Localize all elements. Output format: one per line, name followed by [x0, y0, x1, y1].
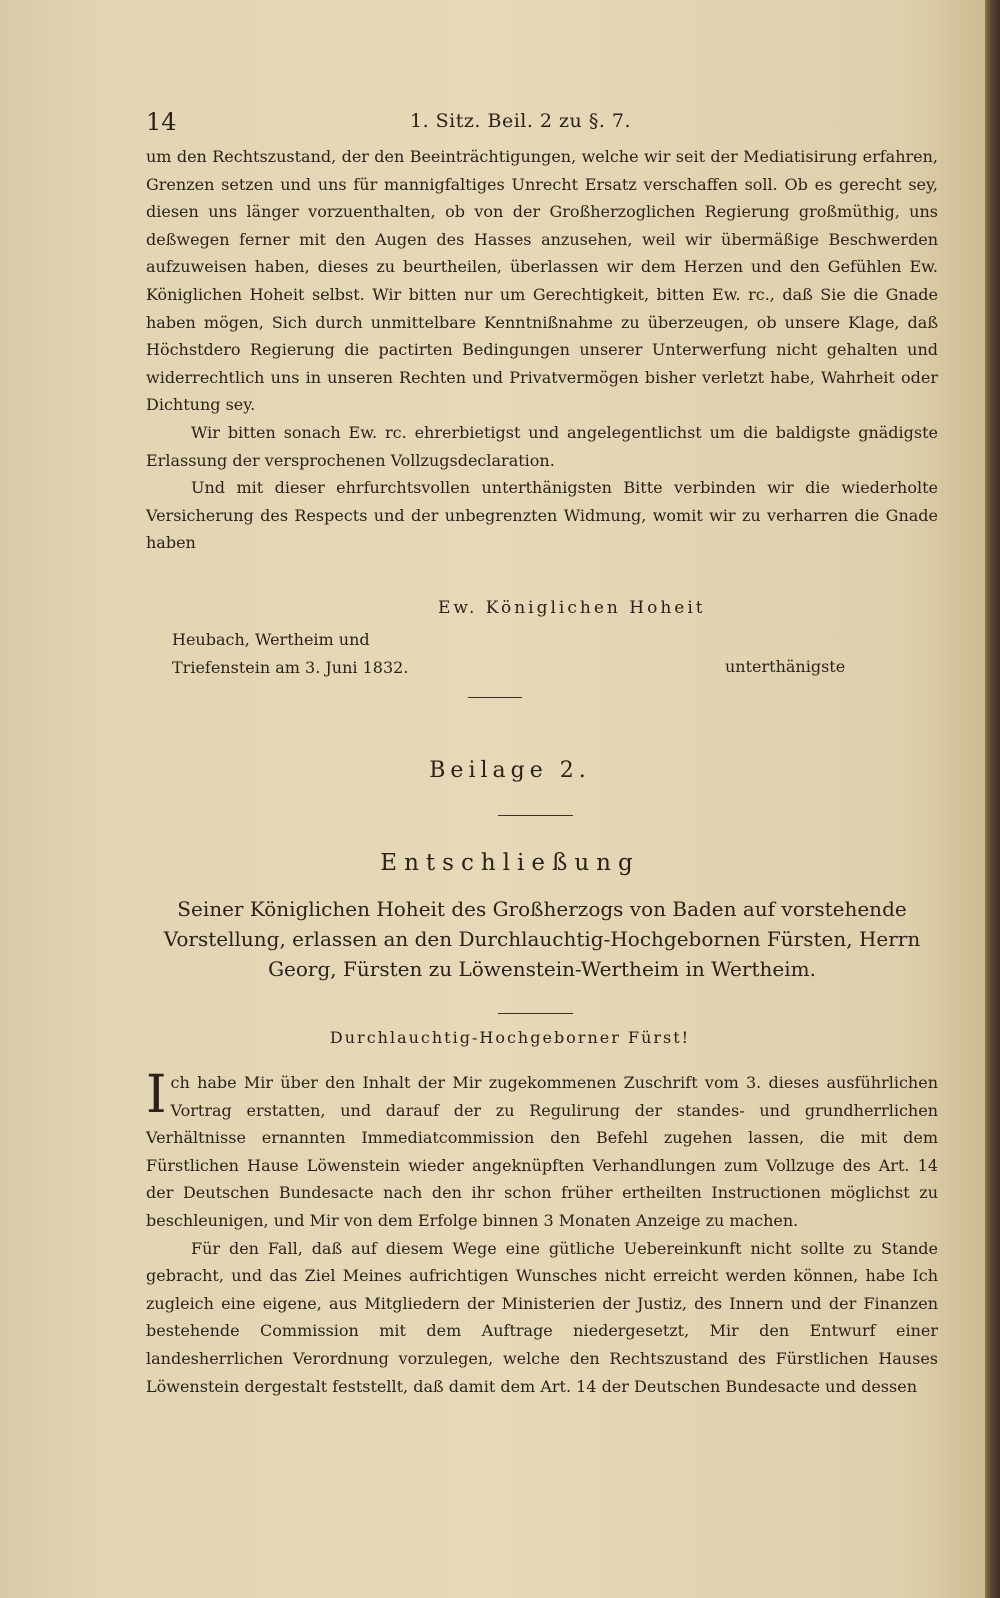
- decree-paragraph-2: Für den Fall, daß auf diesem Wege eine gütliche Uebereinkunft nicht sollte zu Stande gebracht, und das Ziel Meines aufrichtigen Wunsches nicht erreicht werden können, habe Ich zugleich eine eigene, aus Mitgliedern der Ministerien der Justiz, des Innern und der Finanzen bestehende Commission mit dem Auftrage niedergesetzt, Mir den Entwurf einer landesherrlichen Verordnung vorzulegen, welche den Rechtszustand des Fürstlichen Hauses Löwenstein dergestalt feststellt, daß damit dem Art. 14 der Deutschen Bundesacte und dessen: [146, 1238, 938, 1396]
- heading-divider: [498, 1013, 573, 1014]
- place-line-1: Heubach, Wertheim und: [172, 630, 370, 649]
- section-divider: [468, 697, 522, 698]
- decree-paragraph-1: [146, 1065, 938, 1235]
- decree-paragraph-1-text: ch habe Mir über den Inhalt der Mir zugekommenen Zuschrift vom 3. dieses ausführlichen Vortrag erstatten, und darauf der zu Regulirung der standes- und grundherrlichen Verhältnisse ernannten Immediatcommission den Befehl zugehen lassen, die mit dem Fürstlichen Hause Löwenstein wieder angeknüpften Verhandlungen zum Vollzuge des Art. 14 der Deutschen Bundesacte nach den ihr schon früher ertheilten Instructionen möglichst zu beschleunigen, und Mir von dem Erfolge binnen 3 Monaten Anzeige zu machen.: [146, 1073, 938, 1230]
- beilage-label: Beilage 2.: [429, 758, 591, 783]
- salutation: Durchlauchtig-Hochgeborner Fürst!: [329, 1028, 691, 1047]
- letter-paragraph-3: Und mit dieser ehrfurchtsvollen unterthänigsten Bitte verbinden wir die wiederholte Versicherung des Respects und der unbegrenzten Widmung, womit wir zu verharren die Gnade haben: [146, 478, 938, 553]
- beilage-divider: [498, 815, 573, 816]
- running-title: 1. Sitz. Beil. 2 zu §. 7.: [410, 110, 632, 132]
- letter-paragraph-1: um den Rechtszustand, der den Beeinträchtigungen, welche wir seit der Mediatisirung erfahren, Grenzen setzen und uns für mannigfaltiges Unrecht Ersatz verschaffen soll. Ob es gerecht sey, diesen uns länger vorzuenthalten, ob von der Großherzoglichen Regierung großmüthig, uns deßwegen ferner mit den Augen des Hasses anzusehen, weil wir übermäßige Beschwerden aufzuweisen haben, dieses zu beurtheilen, überlassen wir dem Herzen und den Gefühlen Ew. Königlichen Hoheit selbst. Wir bitten nur um Gerechtigkeit, bitten Ew. rc., daß Sie die Gnade haben mögen, Sich durch unmittelbare Kenntnißnahme zu überzeugen, ob unsere Klage, daß Höchstdero Regierung die pactirten Bedingungen unserer Unterwerfung nicht gehalten und widerrechtlich uns in unseren Rechten und Privatvermögen bisher verletzt habe, Wahrheit oder Dichtung sey.: [146, 147, 938, 415]
- drop-cap: I: [146, 1065, 167, 1125]
- place-line-2: Triefenstein am 3. Juni 1832.: [172, 658, 409, 677]
- letter-subscription: unterthänigste: [725, 657, 846, 676]
- letter-body: [146, 143, 938, 557]
- letter-place-date: [172, 626, 408, 682]
- letter-closing: Ew. Königlichen Hoheit: [438, 598, 706, 618]
- book-edge: [985, 0, 1000, 1598]
- letter-paragraph-2: Wir bitten sonach Ew. rc. ehrerbietigst und angelegentlichst um die baldigste gnädigste Erlassung der versprochenen Vollzugsdeclaration.: [146, 422, 938, 470]
- decree-body: [146, 1065, 938, 1400]
- page-number: 14: [146, 108, 177, 136]
- document-heading: Entschließung: [380, 850, 640, 876]
- page-header: [146, 108, 938, 140]
- document-subheading: Seiner Königlichen Hoheit des Großherzogs von Baden auf vorstehende Vorstellung, erlassen an den Durchlauchtig-Hochgebornen Fürsten, Herrn Georg, Fürsten zu Löwenstein-Wertheim in Wertheim.: [163, 897, 921, 981]
